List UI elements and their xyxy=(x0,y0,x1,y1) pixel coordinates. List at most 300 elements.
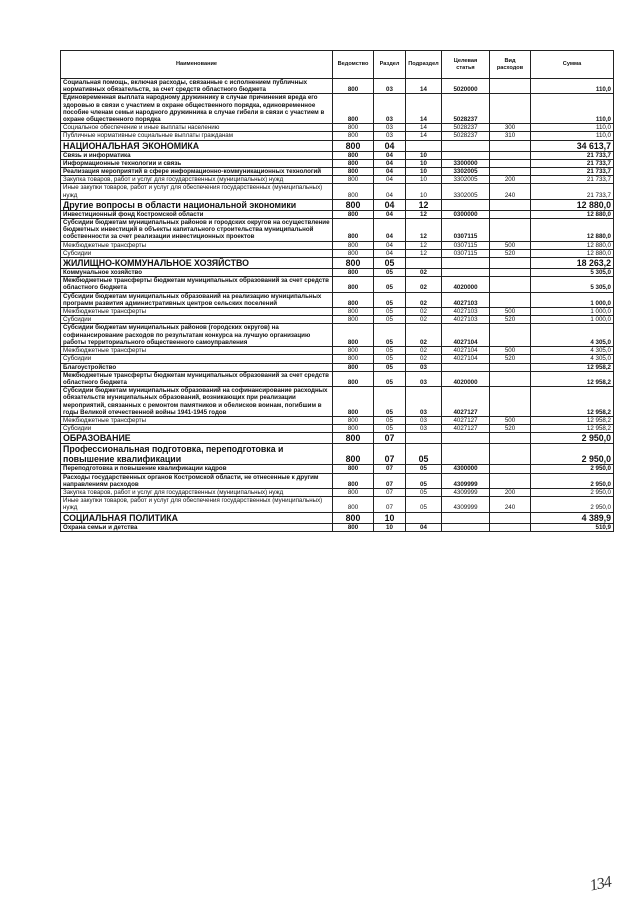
table-row xyxy=(61,94,614,124)
row-razdel: 04 xyxy=(374,140,406,151)
row-vedomstvo: 800 xyxy=(333,473,374,488)
row-summa: 4 305,0 xyxy=(531,355,614,363)
row-vid-rashodov: 200 xyxy=(490,176,531,184)
row-podrazdel: 14 xyxy=(406,94,442,124)
row-celevaya-statya xyxy=(442,269,490,277)
table-row xyxy=(61,140,614,151)
row-vedomstvo: 800 xyxy=(333,176,374,184)
row-name: Иные закупки товаров, работ и услуг для обеспечения государственных (муниципальных) нужд xyxy=(61,497,333,512)
row-celevaya-statya: 3302005 xyxy=(442,168,490,176)
row-summa: 510,9 xyxy=(531,523,614,531)
header-celevaya: Целевая статья xyxy=(442,51,490,79)
row-podrazdel: 10 xyxy=(406,184,442,199)
table-row xyxy=(61,488,614,496)
row-celevaya-statya: 4027103 xyxy=(442,308,490,316)
table-row xyxy=(61,124,614,132)
row-vedomstvo: 800 xyxy=(333,512,374,523)
table-row xyxy=(61,425,614,433)
row-vedomstvo: 800 xyxy=(333,249,374,257)
table-row xyxy=(61,176,614,184)
row-celevaya-statya: 4027127 xyxy=(442,425,490,433)
row-celevaya-statya: 0300000 xyxy=(442,210,490,218)
table-row xyxy=(61,523,614,531)
row-vid-rashodov xyxy=(490,258,531,269)
table-row xyxy=(61,269,614,277)
row-razdel: 05 xyxy=(374,258,406,269)
row-name: Субсидии xyxy=(61,355,333,363)
header-summa: Сумма xyxy=(531,51,614,79)
row-vid-rashodov: 240 xyxy=(490,497,531,512)
row-celevaya-statya: 4027103 xyxy=(442,316,490,324)
row-summa: 1 000,0 xyxy=(531,316,614,324)
row-celevaya-statya: 4027104 xyxy=(442,324,490,347)
row-name: ЖИЛИЩНО-КОММУНАЛЬНОЕ ХОЗЯЙСТВО xyxy=(61,258,333,269)
row-name: Субсидии бюджетам муниципальных образований на софинансирование расходных обязательств муниципальных образований, возникающих при реализации мероприятий, связанных с ремонтом памятников и обелисков воинам, погибшим в годы Великой отечественной войны 1941-1945 годов xyxy=(61,387,333,417)
row-podrazdel: 14 xyxy=(406,79,442,94)
row-summa: 12 880,0 xyxy=(531,249,614,257)
table-row xyxy=(61,151,614,159)
row-podrazdel: 12 xyxy=(406,199,442,210)
row-razdel: 03 xyxy=(374,132,406,140)
row-vedomstvo: 800 xyxy=(333,258,374,269)
row-razdel: 07 xyxy=(374,465,406,473)
row-name: Социальное обеспечение и иные выплаты населению xyxy=(61,124,333,132)
table-row xyxy=(61,512,614,523)
row-summa: 12 880,0 xyxy=(531,199,614,210)
row-razdel: 05 xyxy=(374,355,406,363)
row-vid-rashodov xyxy=(490,269,531,277)
row-summa: 21 733,7 xyxy=(531,184,614,199)
row-name: Благоустройство xyxy=(61,363,333,371)
row-vedomstvo: 800 xyxy=(333,347,374,355)
row-celevaya-statya xyxy=(442,258,490,269)
table-row xyxy=(61,371,614,386)
row-vedomstvo: 800 xyxy=(333,371,374,386)
row-celevaya-statya: 4020000 xyxy=(442,277,490,292)
row-vedomstvo: 800 xyxy=(333,124,374,132)
row-summa: 2 950,0 xyxy=(531,497,614,512)
row-vedomstvo: 800 xyxy=(333,316,374,324)
table-row xyxy=(61,132,614,140)
row-podrazdel: 12 xyxy=(406,210,442,218)
row-vedomstvo: 800 xyxy=(333,324,374,347)
row-podrazdel xyxy=(406,140,442,151)
row-podrazdel: 02 xyxy=(406,308,442,316)
row-celevaya-statya: 4027104 xyxy=(442,347,490,355)
row-summa: 12 880,0 xyxy=(531,241,614,249)
row-razdel: 04 xyxy=(374,249,406,257)
row-vid-rashodov xyxy=(490,371,531,386)
row-vedomstvo: 800 xyxy=(333,416,374,424)
row-vid-rashodov xyxy=(490,433,531,444)
row-name: Переподготовка и повышение квалификации кадров xyxy=(61,465,333,473)
row-name: НАЦИОНАЛЬНАЯ ЭКОНОМИКА xyxy=(61,140,333,151)
row-vedomstvo: 800 xyxy=(333,425,374,433)
row-celevaya-statya: 3302005 xyxy=(442,176,490,184)
row-vedomstvo: 800 xyxy=(333,151,374,159)
table-row xyxy=(61,199,614,210)
row-razdel: 04 xyxy=(374,159,406,167)
row-razdel: 04 xyxy=(374,168,406,176)
table-row xyxy=(61,79,614,94)
row-razdel: 07 xyxy=(374,444,406,465)
budget-table xyxy=(60,50,614,532)
table-row xyxy=(61,324,614,347)
row-vedomstvo: 800 xyxy=(333,497,374,512)
row-name: Межбюджетные трансферты бюджетам муниципальных образований за счет средств областного бюджета xyxy=(61,371,333,386)
row-summa: 2 950,0 xyxy=(531,488,614,496)
row-celevaya-statya xyxy=(442,140,490,151)
table-row xyxy=(61,184,614,199)
row-name: Иные закупки товаров, работ и услуг для обеспечения государственных (муниципальных) нужд xyxy=(61,184,333,199)
row-summa: 12 958,2 xyxy=(531,371,614,386)
row-summa: 110,0 xyxy=(531,124,614,132)
row-vid-rashodov: 310 xyxy=(490,132,531,140)
row-vedomstvo: 800 xyxy=(333,465,374,473)
table-row xyxy=(61,363,614,371)
table-header-row xyxy=(61,51,614,79)
row-celevaya-statya xyxy=(442,512,490,523)
row-name: СОЦИАЛЬНАЯ ПОЛИТИКА xyxy=(61,512,333,523)
row-summa: 21 733,7 xyxy=(531,159,614,167)
row-name: Закупка товаров, работ и услуг для государственных (муниципальных) нужд xyxy=(61,176,333,184)
row-name: Субсидии бюджетам муниципальных образований на реализацию муниципальных программ развития административных центров сельских поселений xyxy=(61,292,333,307)
header-name: Наименование xyxy=(61,51,333,79)
row-vedomstvo: 800 xyxy=(333,132,374,140)
row-vedomstvo: 800 xyxy=(333,184,374,199)
table-row xyxy=(61,416,614,424)
row-razdel: 03 xyxy=(374,124,406,132)
row-celevaya-statya xyxy=(442,523,490,531)
row-vid-rashodov xyxy=(490,523,531,531)
row-podrazdel: 03 xyxy=(406,371,442,386)
row-vedomstvo: 800 xyxy=(333,355,374,363)
row-celevaya-statya: 4309999 xyxy=(442,488,490,496)
row-podrazdel: 10 xyxy=(406,159,442,167)
row-name: Реализация мероприятий в сфере информационно-коммуникационных технологий xyxy=(61,168,333,176)
row-name: Субсидии xyxy=(61,316,333,324)
row-vid-rashodov: 520 xyxy=(490,355,531,363)
row-podrazdel: 02 xyxy=(406,277,442,292)
row-vid-rashodov: 300 xyxy=(490,124,531,132)
row-vedomstvo: 800 xyxy=(333,79,374,94)
row-vid-rashodov xyxy=(490,199,531,210)
row-vid-rashodov xyxy=(490,94,531,124)
table-row xyxy=(61,433,614,444)
row-name: Закупка товаров, работ и услуг для государственных (муниципальных) нужд xyxy=(61,488,333,496)
row-celevaya-statya: 3300000 xyxy=(442,159,490,167)
table-row xyxy=(61,497,614,512)
row-razdel: 05 xyxy=(374,308,406,316)
row-vedomstvo: 800 xyxy=(333,269,374,277)
row-razdel: 07 xyxy=(374,433,406,444)
row-razdel: 05 xyxy=(374,387,406,417)
row-vid-rashodov xyxy=(490,168,531,176)
row-razdel: 05 xyxy=(374,416,406,424)
row-celevaya-statya: 0307115 xyxy=(442,219,490,242)
row-vedomstvo: 800 xyxy=(333,523,374,531)
table-row xyxy=(61,277,614,292)
row-podrazdel: 04 xyxy=(406,523,442,531)
row-vid-rashodov xyxy=(490,79,531,94)
row-razdel: 05 xyxy=(374,425,406,433)
row-name: Коммунальное хозяйство xyxy=(61,269,333,277)
row-summa: 12 958,2 xyxy=(531,363,614,371)
row-razdel: 07 xyxy=(374,488,406,496)
row-vid-rashodov xyxy=(490,444,531,465)
row-summa: 2 950,0 xyxy=(531,465,614,473)
row-summa: 2 950,0 xyxy=(531,444,614,465)
row-razdel: 05 xyxy=(374,324,406,347)
row-vid-rashodov xyxy=(490,512,531,523)
row-name: Межбюджетные трансферты xyxy=(61,416,333,424)
row-razdel: 10 xyxy=(374,512,406,523)
row-podrazdel: 05 xyxy=(406,465,442,473)
row-summa: 2 950,0 xyxy=(531,433,614,444)
row-podrazdel: 05 xyxy=(406,497,442,512)
row-celevaya-statya: 4027127 xyxy=(442,416,490,424)
row-summa: 1 000,0 xyxy=(531,292,614,307)
row-razdel: 05 xyxy=(374,316,406,324)
table-row xyxy=(61,473,614,488)
row-vid-rashodov: 520 xyxy=(490,316,531,324)
row-podrazdel: 10 xyxy=(406,168,442,176)
row-summa: 2 950,0 xyxy=(531,473,614,488)
row-podrazdel: 02 xyxy=(406,324,442,347)
header-podrazdel: Подраздел xyxy=(406,51,442,79)
row-summa: 12 880,0 xyxy=(531,210,614,218)
row-vedomstvo: 800 xyxy=(333,210,374,218)
row-celevaya-statya: 0307115 xyxy=(442,249,490,257)
row-vid-rashodov xyxy=(490,210,531,218)
row-vid-rashodov xyxy=(490,140,531,151)
row-vid-rashodov: 500 xyxy=(490,241,531,249)
row-summa: 110,0 xyxy=(531,79,614,94)
row-name: Профессиональная подготовка, переподготовка и повышение квалификации xyxy=(61,444,333,465)
row-vedomstvo: 800 xyxy=(333,292,374,307)
row-celevaya-statya: 4020000 xyxy=(442,371,490,386)
row-podrazdel: 10 xyxy=(406,176,442,184)
row-celevaya-statya: 4027103 xyxy=(442,292,490,307)
row-podrazdel: 03 xyxy=(406,363,442,371)
row-vid-rashodov xyxy=(490,277,531,292)
row-vedomstvo: 800 xyxy=(333,444,374,465)
row-vedomstvo: 800 xyxy=(333,308,374,316)
row-vedomstvo: 800 xyxy=(333,387,374,417)
row-summa: 5 305,0 xyxy=(531,269,614,277)
row-name: Субсидии бюджетам муниципальных районов и городских округов на осуществление бюджетных инвестиций в объекты капитального строительства муниципальной собственности за счет реализации инвестиционных проектов xyxy=(61,219,333,242)
row-name: Субсидии бюджетам муниципальных районов (городских округов) на софинансирование расходов по результатам конкурса на лучшую организацию работы территориального общественного самоуправления xyxy=(61,324,333,347)
row-vid-rashodov: 500 xyxy=(490,347,531,355)
row-razdel: 04 xyxy=(374,184,406,199)
row-name: Единовременная выплата народному дружиннику в случае причинения вреда его здоровью в связи с участием в охране общественного порядка, единовременное пособие членам семьи народного дружинника в случае гибели в связи с участием в охране общественного порядка xyxy=(61,94,333,124)
row-vid-rashodov xyxy=(490,219,531,242)
row-vedomstvo: 800 xyxy=(333,159,374,167)
row-celevaya-statya: 3302005 xyxy=(442,184,490,199)
table-row xyxy=(61,465,614,473)
row-razdel: 03 xyxy=(374,94,406,124)
table-row xyxy=(61,292,614,307)
row-celevaya-statya xyxy=(442,433,490,444)
row-celevaya-statya xyxy=(442,444,490,465)
row-vedomstvo: 800 xyxy=(333,140,374,151)
row-summa: 4 305,0 xyxy=(531,347,614,355)
row-celevaya-statya: 5028237 xyxy=(442,132,490,140)
row-vid-rashodov: 520 xyxy=(490,425,531,433)
row-celevaya-statya: 5028237 xyxy=(442,124,490,132)
row-vedomstvo: 800 xyxy=(333,277,374,292)
row-name: Межбюджетные трансферты xyxy=(61,308,333,316)
row-name: Субсидии xyxy=(61,249,333,257)
row-podrazdel: 05 xyxy=(406,444,442,465)
header-vedomstvo: Ведомство xyxy=(333,51,374,79)
row-summa: 4 305,0 xyxy=(531,324,614,347)
row-razdel: 07 xyxy=(374,473,406,488)
row-name: Информационные технологии и связь xyxy=(61,159,333,167)
row-vedomstvo: 800 xyxy=(333,168,374,176)
row-name: Другие вопросы в области национальной экономики xyxy=(61,199,333,210)
row-name: Межбюджетные трансферты xyxy=(61,347,333,355)
row-celevaya-statya xyxy=(442,363,490,371)
row-celevaya-statya: 5020000 xyxy=(442,79,490,94)
row-vedomstvo: 800 xyxy=(333,241,374,249)
row-summa: 18 263,2 xyxy=(531,258,614,269)
page-number: 134 xyxy=(588,873,613,895)
row-summa: 5 305,0 xyxy=(531,277,614,292)
row-vid-rashodov xyxy=(490,292,531,307)
row-celevaya-statya: 4309999 xyxy=(442,497,490,512)
row-vid-rashodov: 240 xyxy=(490,184,531,199)
row-celevaya-statya: 4027127 xyxy=(442,387,490,417)
row-razdel: 05 xyxy=(374,269,406,277)
row-razdel: 07 xyxy=(374,497,406,512)
row-summa: 12 958,2 xyxy=(531,425,614,433)
row-summa: 12 880,0 xyxy=(531,219,614,242)
row-podrazdel: 05 xyxy=(406,473,442,488)
row-razdel: 05 xyxy=(374,363,406,371)
row-vid-rashodov: 520 xyxy=(490,249,531,257)
row-podrazdel: 02 xyxy=(406,347,442,355)
row-razdel: 05 xyxy=(374,277,406,292)
row-name: Инвестиционный фонд Костромской области xyxy=(61,210,333,218)
row-vid-rashodov xyxy=(490,465,531,473)
row-summa: 110,0 xyxy=(531,94,614,124)
row-celevaya-statya: 4027104 xyxy=(442,355,490,363)
table-row xyxy=(61,241,614,249)
row-vid-rashodov xyxy=(490,363,531,371)
row-podrazdel: 02 xyxy=(406,355,442,363)
row-summa: 4 389,9 xyxy=(531,512,614,523)
row-razdel: 10 xyxy=(374,523,406,531)
row-razdel: 03 xyxy=(374,79,406,94)
row-vedomstvo: 800 xyxy=(333,219,374,242)
row-vid-rashodov xyxy=(490,324,531,347)
table-row xyxy=(61,387,614,417)
row-name: Связь и информатика xyxy=(61,151,333,159)
row-vedomstvo: 800 xyxy=(333,433,374,444)
table-row xyxy=(61,249,614,257)
header-vid: Вид расходов xyxy=(490,51,531,79)
row-summa: 12 958,2 xyxy=(531,387,614,417)
row-razdel: 05 xyxy=(374,347,406,355)
row-podrazdel: 14 xyxy=(406,124,442,132)
row-vid-rashodov xyxy=(490,159,531,167)
row-name: Расходы государственных органов Костромской области, не отнесенные к другим направлениям расходов xyxy=(61,473,333,488)
table-row xyxy=(61,219,614,242)
row-razdel: 05 xyxy=(374,371,406,386)
row-podrazdel: 12 xyxy=(406,249,442,257)
row-razdel: 04 xyxy=(374,151,406,159)
row-vid-rashodov: 500 xyxy=(490,308,531,316)
row-summa: 21 733,7 xyxy=(531,151,614,159)
row-vid-rashodov xyxy=(490,387,531,417)
row-name: Межбюджетные трансферты xyxy=(61,241,333,249)
row-celevaya-statya: 4300000 xyxy=(442,465,490,473)
row-name: Социальная помощь, включая расходы, связанные с исполнением публичных нормативных обязательств, за счет средств областного бюджета xyxy=(61,79,333,94)
row-name: ОБРАЗОВАНИЕ xyxy=(61,433,333,444)
row-podrazdel: 12 xyxy=(406,219,442,242)
row-podrazdel: 12 xyxy=(406,241,442,249)
row-razdel: 04 xyxy=(374,199,406,210)
row-podrazdel: 02 xyxy=(406,316,442,324)
row-podrazdel xyxy=(406,433,442,444)
row-vid-rashodov xyxy=(490,473,531,488)
row-razdel: 04 xyxy=(374,176,406,184)
row-celevaya-statya xyxy=(442,151,490,159)
row-celevaya-statya: 5028237 xyxy=(442,94,490,124)
row-podrazdel: 02 xyxy=(406,269,442,277)
row-celevaya-statya: 4309999 xyxy=(442,473,490,488)
table-row xyxy=(61,210,614,218)
table-row xyxy=(61,159,614,167)
row-name: Межбюджетные трансферты бюджетам муниципальных образований за счет средств областного бюджета xyxy=(61,277,333,292)
row-razdel: 04 xyxy=(374,219,406,242)
row-razdel: 04 xyxy=(374,210,406,218)
row-name: Субсидии xyxy=(61,425,333,433)
row-name: Охрана семьи и детства xyxy=(61,523,333,531)
table-row xyxy=(61,355,614,363)
row-podrazdel: 02 xyxy=(406,292,442,307)
row-vedomstvo: 800 xyxy=(333,488,374,496)
row-razdel: 04 xyxy=(374,241,406,249)
row-vid-rashodov: 200 xyxy=(490,488,531,496)
row-summa: 21 733,7 xyxy=(531,176,614,184)
table-row xyxy=(61,347,614,355)
row-podrazdel: 03 xyxy=(406,387,442,417)
row-podrazdel: 03 xyxy=(406,425,442,433)
row-podrazdel: 05 xyxy=(406,488,442,496)
row-vid-rashodov: 500 xyxy=(490,416,531,424)
row-podrazdel xyxy=(406,512,442,523)
header-razdel: Раздел xyxy=(374,51,406,79)
row-vedomstvo: 800 xyxy=(333,363,374,371)
row-summa: 34 613,7 xyxy=(531,140,614,151)
row-podrazdel xyxy=(406,258,442,269)
row-summa: 1 000,0 xyxy=(531,308,614,316)
row-vedomstvo: 800 xyxy=(333,199,374,210)
table-row xyxy=(61,258,614,269)
row-celevaya-statya: 0307115 xyxy=(442,241,490,249)
row-celevaya-statya xyxy=(442,199,490,210)
table-body xyxy=(61,79,614,532)
table-row xyxy=(61,444,614,465)
row-name: Публичные нормативные социальные выплаты гражданам xyxy=(61,132,333,140)
row-podrazdel: 03 xyxy=(406,416,442,424)
row-vedomstvo: 800 xyxy=(333,94,374,124)
row-summa: 21 733,7 xyxy=(531,168,614,176)
row-summa: 110,0 xyxy=(531,132,614,140)
row-razdel: 05 xyxy=(374,292,406,307)
